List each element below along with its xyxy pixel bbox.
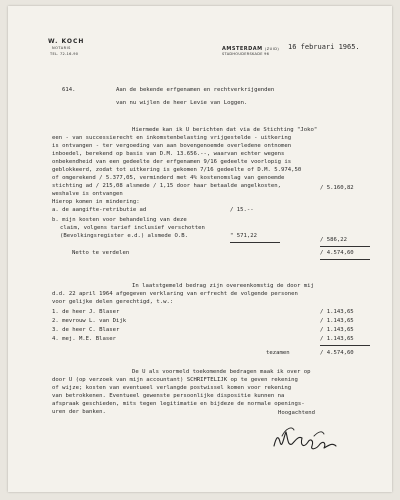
total-rule (320, 246, 370, 247)
reference-number: 614. (62, 87, 76, 93)
closing-line: afspraak geschieden, mits tegen legitimatie en bijdeze de normale openings- (52, 401, 305, 407)
heir-amount: / 1.143,65 (320, 327, 354, 333)
heir-row: 1. de heer J. Blaser (52, 309, 120, 315)
total-amount: / 4.574,60 (320, 350, 354, 356)
city-name: AMSTERDAM (222, 46, 263, 52)
closing-line: door U (op verzoek van mijn accountant) SCHRIFTELIJK op te geven rekening (52, 377, 298, 383)
deduction-b: claim, volgens tarief inclusief verschotten (60, 225, 205, 231)
closing-line: De U als voormeld toekomende bedragen maak ik over op (132, 369, 311, 375)
body-line: stichting ad / 215,08 alsmede / 1,15 door haar betaalde angelkosten, (52, 183, 282, 189)
net-rule (320, 259, 370, 260)
address-line: van nu wijlen de heer Levie van Loggen. (116, 100, 248, 106)
letter-page (8, 6, 392, 492)
total-label: tezamen (266, 350, 290, 356)
letter-date: 16 februari 1965. (288, 43, 360, 51)
body-line: of omgerekend / 5.377,05, verminderd met 4% kostenomslag van genoemde (52, 175, 285, 181)
distribution-line: voor gelijke delen gerechtigd, t.w.: (52, 299, 174, 305)
distribution-line: d.d. 22 april 1964 afgegeven verklaring van erfrecht de volgende personen (52, 291, 298, 297)
heir-amount: / 1.143,65 (320, 309, 354, 315)
body-line: geblokkeerd, zodat tot uitkering is gekomen 7/16 gedeelte of D.M. 5.974,50 (52, 167, 302, 173)
heir-row: 2. mevrouw L. van Dijk (52, 318, 127, 324)
heirs-rule (320, 345, 370, 346)
deduction-b: b. mijn kosten voor behandeling van deze (52, 217, 187, 223)
received-amount: / 5.160,82 (320, 185, 354, 191)
body-line: is ontvangen - ter vergoeding van aan bovengenoemde overledene ontnomen (52, 143, 292, 149)
closing-line: uren der banken. (52, 409, 106, 415)
letterhead-tel: TEL. 72-16-90 (50, 52, 79, 56)
subtotal-rule (230, 242, 280, 243)
body-line: een - van successierecht en inkomstenbelasting vrijgestelde - uitkering (52, 135, 292, 141)
heir-amount: / 1.143,65 (320, 318, 354, 324)
distribution-line: In laatstgemeld bedrag zijn overeenkomstig de door mij (132, 283, 314, 289)
body-line: inboedel, berekend op basis van D.M. 13.656.--, waarvan echter wegens (52, 151, 285, 157)
address-line: Aan de bekende erfgenamen en rechtverkrijgenden (116, 87, 275, 93)
body-line: weshalve is ontvangen (52, 191, 123, 197)
deduction-a-amount: / 15.-- (230, 207, 254, 213)
deduction-total: / 586,22 (320, 237, 347, 243)
letterhead-title: NOTARIS (52, 46, 71, 50)
letterhead-street: STADHOUDERSKADE 96 (222, 52, 270, 56)
letterhead-name: W. KOCH (48, 38, 85, 45)
deduction-heading: Hierop komen in mindering: (52, 199, 140, 205)
closing-line: of wijze; kosten van eventueel verlangde postwissel komen voor rekening (52, 385, 292, 391)
deduction-a: a. de aangifte-retributie ad (52, 207, 147, 213)
heir-amount: / 1.143,65 (320, 336, 354, 342)
handwritten-signature (266, 416, 346, 466)
heir-row: 4. mej. M.E. Blaser (52, 336, 116, 342)
heir-row: 3. de heer C. Blaser (52, 327, 120, 333)
city-suffix: (ZUID) (264, 47, 280, 51)
deduction-b-amount: " 571,22 (230, 233, 257, 239)
greeting: Hoogachtend (278, 410, 316, 416)
net-label: Netto te verdelen (72, 250, 130, 256)
deduction-b: (Bevolkingsregister e.d.) alsmede O.B. (60, 233, 188, 239)
closing-line: van betrokkenen. Eventueel gewenste persoonlijke dispositie kunnen na (52, 393, 285, 399)
net-amount: / 4.574,60 (320, 250, 354, 256)
body-line: onbekendheid van een gedeelte der erfgenamen 9/16 gedeelte voorlopig is (52, 159, 292, 165)
body-line: Hiermede kan ik U berichten dat via de Stichting "Joko" (132, 127, 318, 133)
